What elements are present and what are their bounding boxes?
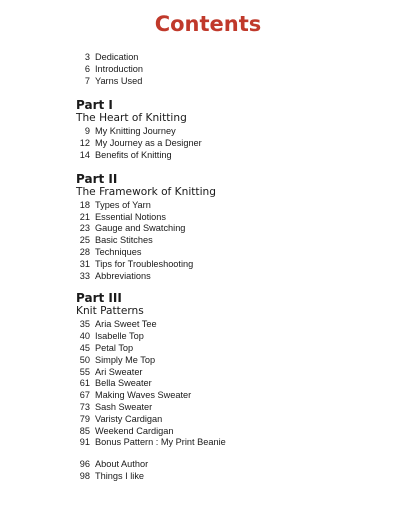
toc-entry-label: Aria Sweet Tee xyxy=(95,319,157,330)
toc-entry-label: Yarns Used xyxy=(95,75,143,86)
toc-entry-label: Petal Top xyxy=(95,342,134,353)
toc-page-number: 91 xyxy=(79,437,90,448)
toc-entry-label: Introduction xyxy=(95,63,144,74)
toc-entry-introduction xyxy=(76,64,396,76)
toc-entry-label: Varisty Cardigan xyxy=(95,413,163,424)
toc-page-number: 40 xyxy=(79,331,90,342)
toc-entry xyxy=(76,331,396,343)
toc-entry xyxy=(76,414,396,426)
page-title: Contents xyxy=(154,12,262,36)
toc-entry-label: Bella Sweater xyxy=(95,378,152,389)
toc-page-number: 98 xyxy=(79,470,90,481)
toc-page-number: 61 xyxy=(79,378,90,389)
toc-entry xyxy=(76,367,396,379)
toc-entry xyxy=(76,259,396,271)
part-3-section xyxy=(76,291,396,449)
toc-entry-label: Techniques xyxy=(95,246,142,257)
back-matter-list xyxy=(76,459,396,483)
table-of-contents xyxy=(76,52,396,483)
toc-entry xyxy=(76,126,396,138)
toc-entry-label: My Journey as a Designer xyxy=(95,138,202,149)
part-2-subtitle: The Framework of Knitting xyxy=(76,185,216,198)
toc-entry xyxy=(76,138,396,150)
toc-entry xyxy=(76,223,396,235)
toc-entry-label: Isabelle Top xyxy=(95,331,144,342)
toc-entry-label: Tips for Troubleshooting xyxy=(95,258,194,269)
toc-entry-label: Things I like xyxy=(95,470,145,481)
toc-entry-things-i-like xyxy=(76,471,396,483)
toc-page-number: 73 xyxy=(79,401,90,412)
toc-entry-label: Sash Sweater xyxy=(95,401,153,412)
toc-page-number: 7 xyxy=(84,75,90,86)
toc-page-number: 21 xyxy=(79,211,90,222)
toc-page-number: 79 xyxy=(79,413,90,424)
toc-entry-label: Dedication xyxy=(95,52,139,62)
toc-page-number: 33 xyxy=(79,270,90,281)
toc-entry-label: Simply Me Top xyxy=(95,354,156,365)
toc-entry-about-author xyxy=(76,459,396,471)
toc-entry xyxy=(76,426,396,438)
toc-entry xyxy=(76,343,396,355)
toc-entry xyxy=(76,355,396,367)
toc-page-number: 18 xyxy=(79,199,90,210)
toc-page-number: 23 xyxy=(79,223,90,234)
toc-page-number: 55 xyxy=(79,366,90,377)
toc-entry xyxy=(76,319,396,331)
toc-page-number: 6 xyxy=(84,63,90,74)
toc-entry-label: Weekend Cardigan xyxy=(95,425,174,436)
toc-page-number: 9 xyxy=(84,126,90,137)
toc-page-number: 85 xyxy=(79,425,90,436)
toc-entry xyxy=(76,437,396,449)
part-1-section xyxy=(76,98,396,161)
toc-page-number: 14 xyxy=(79,149,90,160)
toc-page-number: 28 xyxy=(79,246,90,257)
toc-entry-label: Abbreviations xyxy=(95,270,151,281)
toc-entry xyxy=(76,378,396,390)
toc-page-number: 31 xyxy=(79,258,90,269)
toc-entry-yarns-used xyxy=(76,76,396,88)
toc-entry-label: Gauge and Swatching xyxy=(95,223,186,234)
toc-page-number: 12 xyxy=(79,138,90,149)
toc-entry-label: Basic Stitches xyxy=(95,235,153,246)
toc-entry xyxy=(76,402,396,414)
front-matter-list xyxy=(76,52,396,87)
toc-entry xyxy=(76,247,396,259)
toc-entry-label: Making Waves Sweater xyxy=(95,390,192,401)
toc-entry-label: About Author xyxy=(95,459,149,470)
part-3-heading: Part III xyxy=(76,291,122,306)
toc-entry-label: Benefits of Knitting xyxy=(95,149,172,160)
toc-page-number: 50 xyxy=(79,354,90,365)
part-2-section xyxy=(76,172,396,283)
toc-entry-label: Types of Yarn xyxy=(95,199,151,210)
toc-page-number: 3 xyxy=(84,52,90,62)
toc-entry-dedication xyxy=(76,52,396,64)
toc-entry xyxy=(76,200,396,212)
toc-page-number: 45 xyxy=(79,342,90,353)
part-1-heading: Part I xyxy=(76,98,113,113)
toc-page-number: 35 xyxy=(79,319,90,330)
toc-entry xyxy=(76,235,396,247)
toc-entry-label: Bonus Pattern : My Print Beanie xyxy=(95,437,226,448)
toc-entry xyxy=(76,150,396,162)
toc-entry xyxy=(76,390,396,402)
toc-entry-label: Essential Notions xyxy=(95,211,166,222)
part-3-subtitle: Knit Patterns xyxy=(76,305,144,318)
part-2-heading: Part II xyxy=(76,171,118,186)
toc-page-number: 96 xyxy=(79,459,90,470)
toc-page-number: 67 xyxy=(79,390,90,401)
toc-entry-label: Ari Sweater xyxy=(95,366,143,377)
toc-entry xyxy=(76,212,396,224)
toc-entry xyxy=(76,271,396,283)
toc-page-number: 25 xyxy=(79,235,90,246)
part-1-subtitle: The Heart of Knitting xyxy=(76,112,187,125)
toc-entry-label: My Knitting Journey xyxy=(95,126,176,137)
